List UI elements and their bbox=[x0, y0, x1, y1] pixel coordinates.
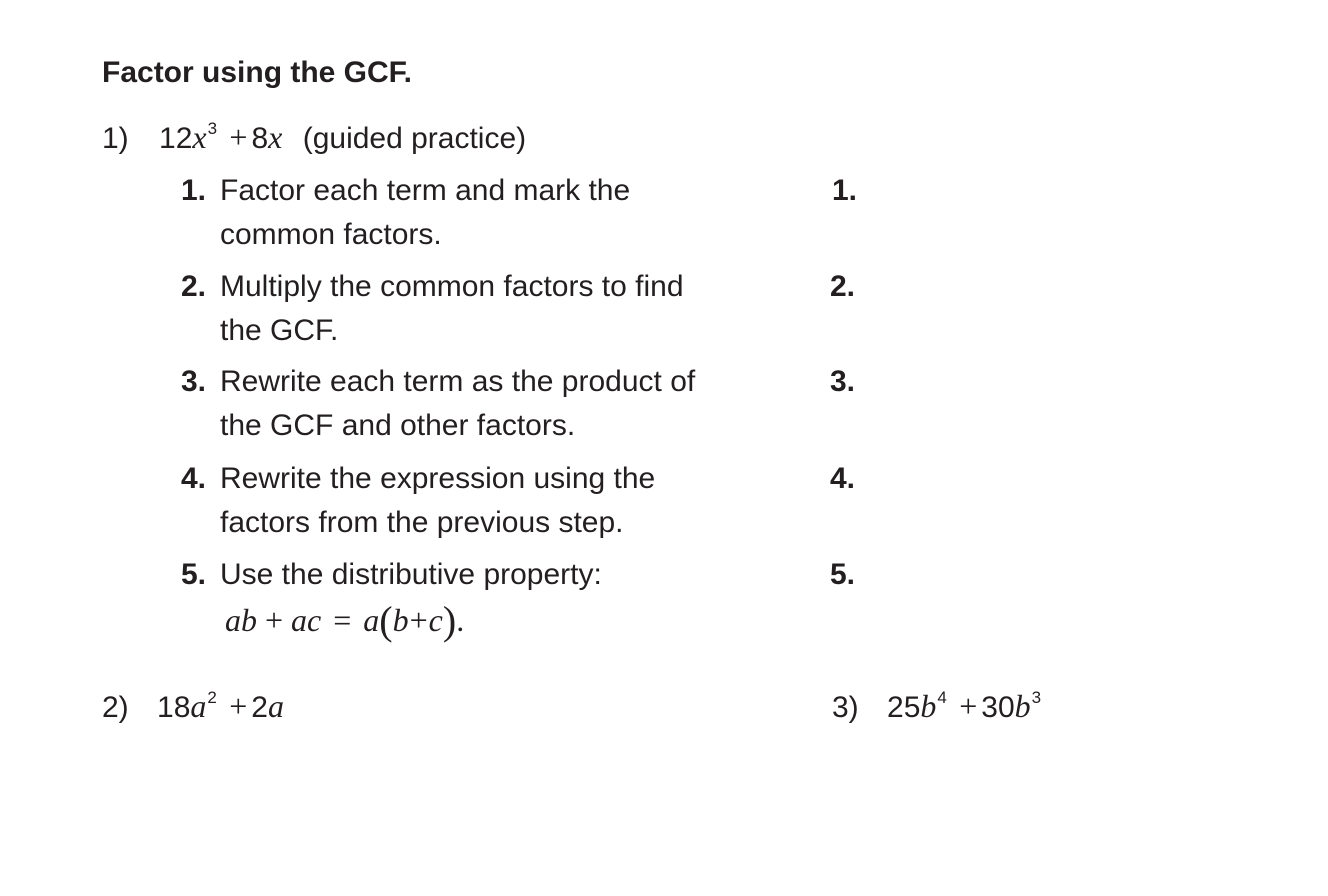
plus-sign: + bbox=[959, 688, 978, 724]
problem-2 bbox=[102, 686, 284, 728]
coefficient: 8 bbox=[251, 122, 269, 155]
step-number: 3. bbox=[180, 365, 206, 398]
step-text: Rewrite the expression using the factors from the previous step. bbox=[220, 462, 656, 539]
formula-equals: = bbox=[333, 602, 352, 638]
problem-number: 2) bbox=[102, 691, 129, 724]
answer-label: 4. bbox=[830, 462, 856, 495]
step-text: Rewrite each term as the product of the GCF and other factors. bbox=[220, 365, 696, 442]
step-text: Factor each term and mark the common factors. bbox=[220, 174, 631, 251]
formula-plus: + bbox=[265, 602, 284, 638]
variable: b bbox=[920, 688, 937, 724]
exponent: 2 bbox=[207, 688, 217, 707]
exponent: 3 bbox=[1031, 688, 1042, 707]
formula-term: ac bbox=[291, 602, 322, 638]
worksheet-heading: Factor using the GCF. bbox=[102, 56, 413, 89]
step-text: Multiply the common factors to find the GCF. bbox=[220, 270, 684, 347]
variable: b bbox=[1014, 688, 1031, 724]
formula-left-paren: ( bbox=[379, 598, 393, 643]
plus-sign: + bbox=[229, 119, 248, 155]
coefficient: 2 bbox=[251, 691, 268, 724]
step-text: Use the distributive property: bbox=[220, 558, 602, 591]
formula-term: ab bbox=[225, 602, 257, 638]
coefficient: 12 bbox=[159, 122, 193, 155]
distributive-formula bbox=[225, 598, 464, 643]
answer-label: 1. bbox=[832, 174, 858, 207]
step-number: 5. bbox=[180, 558, 206, 591]
problem-number: 1) bbox=[102, 122, 129, 155]
formula-term: a bbox=[363, 602, 380, 638]
variable: x bbox=[268, 119, 283, 155]
problem-3 bbox=[832, 686, 1041, 728]
step-number: 4. bbox=[180, 462, 206, 495]
formula-term: b bbox=[392, 602, 409, 638]
answer-label: 2. bbox=[830, 270, 856, 303]
exponent: 3 bbox=[207, 119, 218, 138]
step-number: 2. bbox=[180, 270, 206, 303]
variable: a bbox=[267, 688, 284, 724]
step-number: 1. bbox=[180, 174, 206, 207]
problem-number: 3) bbox=[832, 691, 859, 724]
answer-label: 3. bbox=[830, 365, 856, 398]
formula-right-paren: ) bbox=[442, 598, 457, 643]
coefficient: 18 bbox=[157, 691, 191, 724]
guided-practice-note: (guided practice) bbox=[302, 122, 527, 155]
variable: a bbox=[190, 688, 207, 724]
exponent: 4 bbox=[937, 688, 947, 707]
formula-plus: + bbox=[409, 602, 428, 638]
plus-sign: + bbox=[229, 688, 248, 724]
formula-term: c bbox=[428, 602, 443, 638]
formula-period: . bbox=[456, 602, 465, 638]
variable: x bbox=[192, 119, 207, 155]
coefficient: 30 bbox=[981, 691, 1015, 724]
answer-label: 5. bbox=[830, 558, 856, 591]
problem-1 bbox=[102, 117, 526, 159]
coefficient: 25 bbox=[887, 691, 921, 724]
